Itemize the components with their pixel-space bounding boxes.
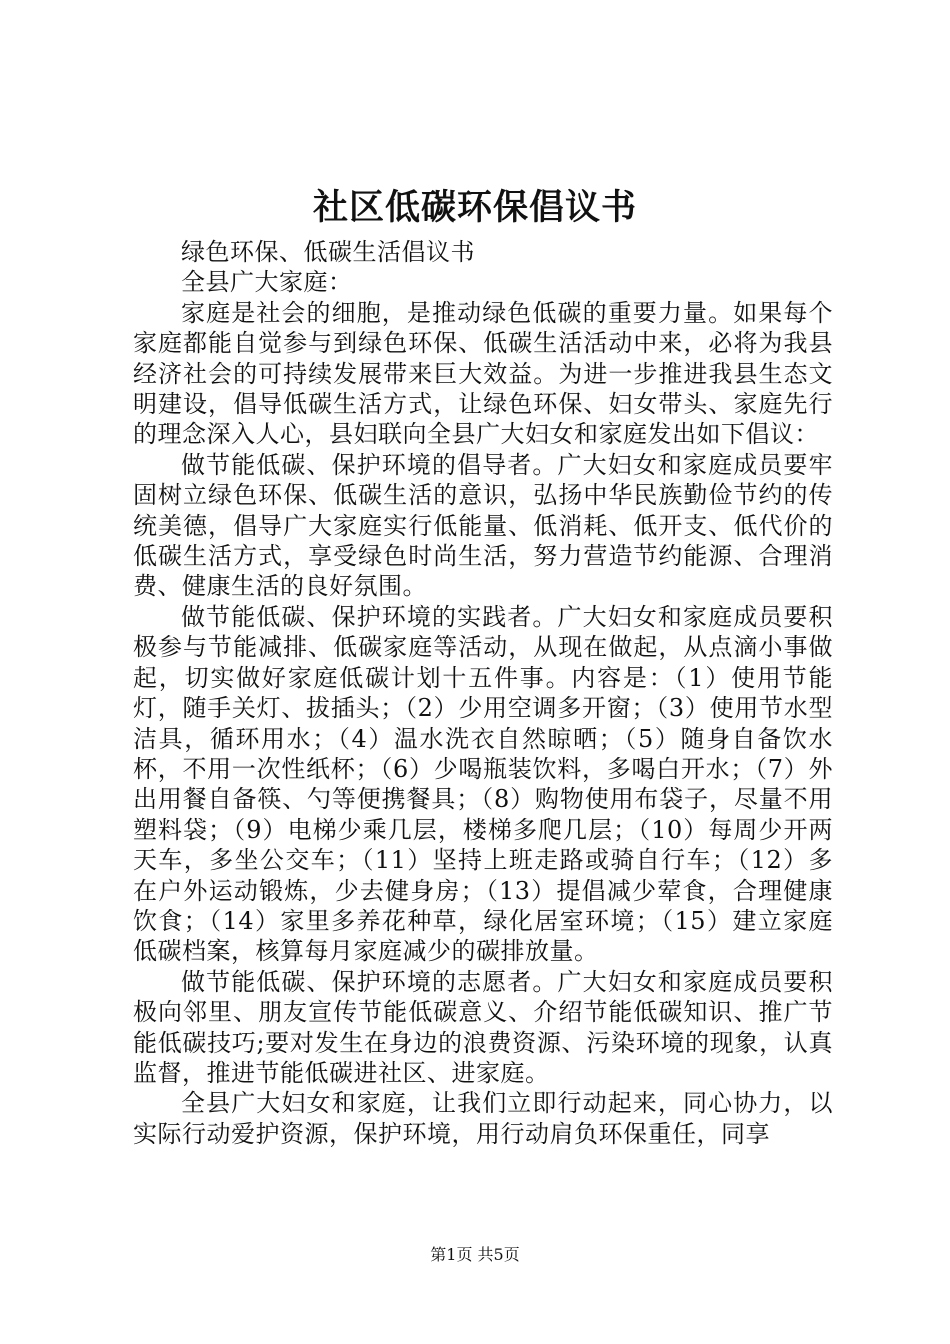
- body-paragraph: 家庭是社会的细胞，是推动绿色低碳的重要力量。如果每个家庭都能自觉参与到绿色环保、低碳生活活动中来，必将为我县经济社会的可持续发展带来巨大效益。为进一步推进我县生态文明建设，倡导低碳生活方式，让绿色环保、妇女带头、家庭先行的理念深入人心，县妇联向全县广大妇女和家庭发出如下倡议：: [133, 298, 833, 449]
- body-paragraph: 做节能低碳、保护环境的实践者。广大妇女和家庭成员要积极参与节能减排、低碳家庭等活动，从现在做起，从点滴小事做起，切实做好家庭低碳计划十五件事。内容是：（1）使用节能灯，随手关灯、拔插头；（2）少用空调多开窗；（3）使用节水型洁具，循环用水；（4）温水洗衣自然晾晒；（5）随身自备饮水杯，不用一次性纸杯；（6）少喝瓶装饮料，多喝白开水；（7）外出用餐自备筷、勺等便携餐具；（8）购物使用布袋子，尽量不用塑料袋；（9）电梯少乘几层，楼梯多爬几层；（10）每周少开两天车，多坐公交车；（11）坚持上班走路或骑自行车；（12）多在户外运动锻炼，少去健身房；（13）提倡减少荤食，合理健康饮食；（14）家里多养花种草，绿化居室环境；（15）建立家庭低碳档案，核算每月家庭减少的碳排放量。: [133, 602, 833, 966]
- body-paragraph: 做节能低碳、保护环境的倡导者。广大妇女和家庭成员要牢固树立绿色环保、低碳生活的意识，弘扬中华民族勤俭节约的传统美德，倡导广大家庭实行低能量、低消耗、低开支、低代价的低碳生活方式，享受绿色时尚生活，努力营造节约能源、合理消费、健康生活的良好氛围。: [133, 450, 833, 601]
- subtitle-paragraph: 绿色环保、低碳生活倡议书: [181, 238, 475, 266]
- body-paragraph: 全县广大妇女和家庭，让我们立即行动起来，同心协力，以实际行动爱护资源，保护环境，用行动肩负环保重任，同享: [133, 1089, 833, 1148]
- salutation-paragraph: 全县广大家庭：: [181, 268, 353, 297]
- document-body: [133, 237, 833, 1149]
- page-footer: 第1页 共5页: [430, 1245, 520, 1264]
- body-paragraph: 做节能低碳、保护环境的志愿者。广大妇女和家庭成员要积极向邻里、朋友宣传节能低碳意义、介绍节能低碳知识、推广节能低碳技巧;要对发生在身边的浪费资源、污染环境的现象，认真监督，推进节能低碳进社区、进家庭。: [133, 967, 833, 1087]
- document-title: 社区低碳环保倡议书: [312, 187, 637, 228]
